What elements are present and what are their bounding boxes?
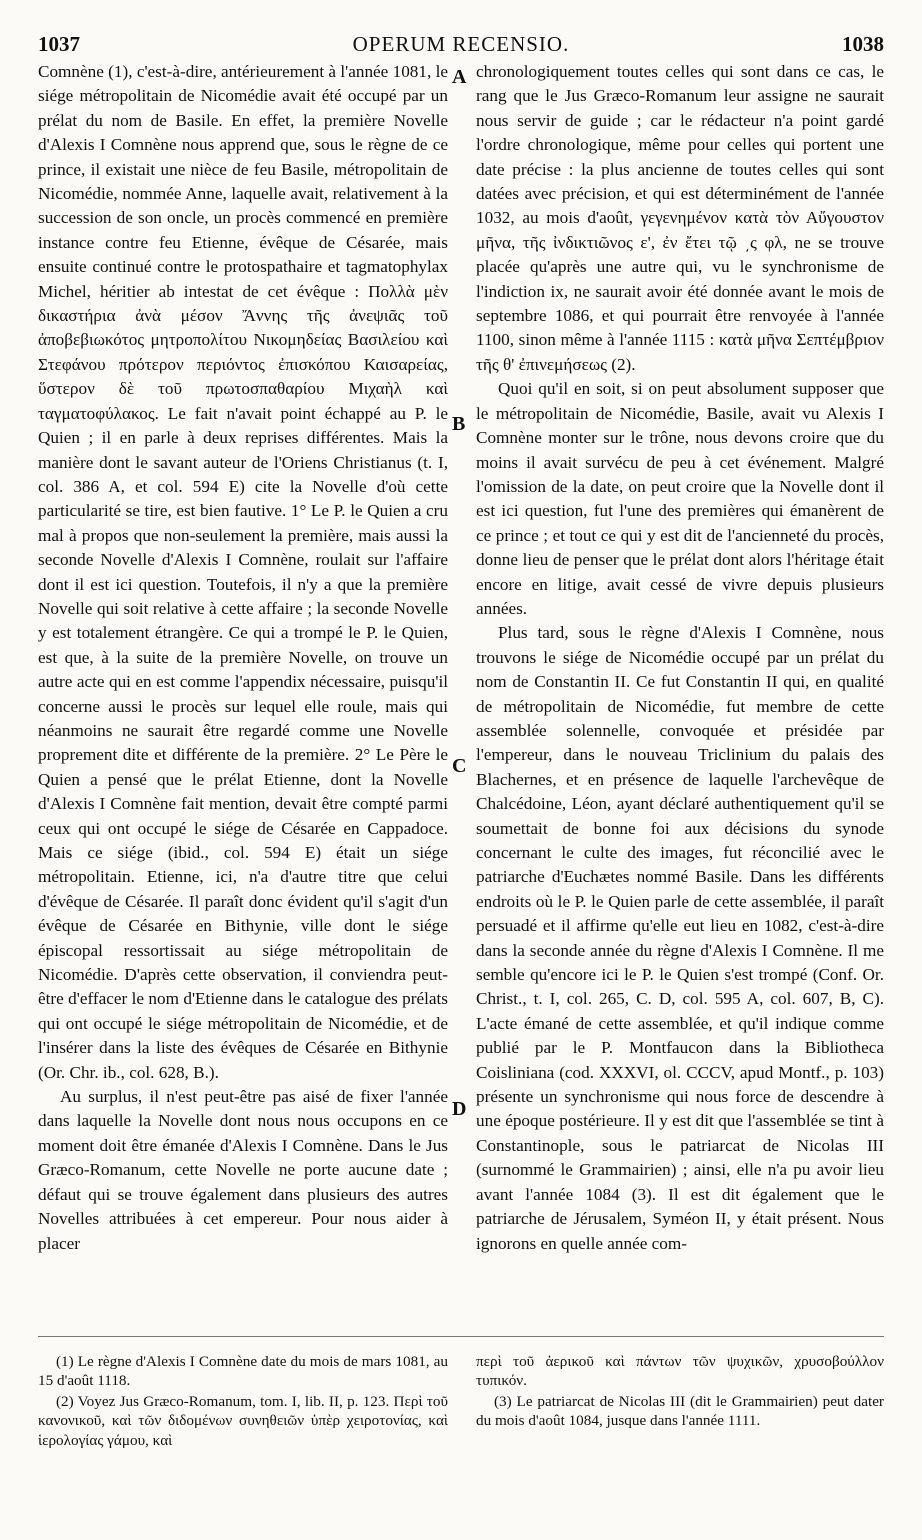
margin-letter-c: C [452, 755, 467, 777]
footnote-rule [38, 1336, 884, 1337]
footnote-2-continued: περὶ τοῦ ἀερικοῦ καὶ πάντων τῶν ψυχικῶν, χρυσοβούλλον τυπικόν. [476, 1353, 884, 1390]
right-paragraph-3: Plus tard, sous le règne d'Alexis I Comnène, nous trouvons le siége de Nicomédie occupé par un prélat du nom de Constantin II. Ce fut Constantin II qui, en qualité de métropolitain de Nicomédie, fut membre de cette assemblée solennelle, convoquée et présidée par l'empereur, dans le nouveau Triclinium du palais des Blachernes, et en présence de laquelle l'archevêque de Chalcédoine, Léon, ayant déclaré authentiquement qu'il se soumettait de bonne foi aux décisions du synode concernant le culte des images, fut réconcilié avec le patriarche d'Euchætes nommé Basile. Dans les différents endroits où le P. le Quien parle de cette assemblée, il paraît persuadé et il affirme qu'elle eut lieu en 1082, c'est-à-dire dans la seconde année du règne d'Alexis I Comnène. Il me semble qu'encore ici le P. le Quien s'est trompé (Conf. Or. Christ., t. I, col. 265, C. D, col. 595 A, col. 607, B, C). L'acte émané de cette assemblée, et qu'il indique comme publié par le P. Montfaucon dans la Bibliotheca Coisliniana (cod. XXXVI, ol. CCCV, apud Montf., p. 103) présente un synchronisme qui nous force de descendre à une époque postérieure. Il y est dit que l'assemblée se tint à Constantinople, sous le patriarcat de Nicolas III (surnommé le Grammairien) ; ainsi, elle n'a pu avoir lieu avant l'année 1084 (3). Il est dit également que le patriarche de Jérusalem, Syméon II, y était présent. Nous ignorons en quelle année com- [476, 623, 884, 1253]
left-paragraph-1: Comnène (1), c'est-à-dire, antérieurement à l'année 1081, le siége métropolitain de Nicomédie avait été occupé par un prélat du nom de Basile. En effet, la première Novelle d'Alexis I Comnène nous apprend que, sous le règne de ce prince, il existait une nièce de feu Basile, métropolitain de Nicomédie, nommée Anne, laquelle avait, relativement à la succession de son oncle, un procès commencé en première instance contre feu Etienne, évêque de Césarée, mais ensuite continué contre le protospathaire et tagmatophylax Michel, héritier ab intestat de cet évêque : Πολλὰ μὲν δικαστήρια ἀνὰ μέσον Ἄννης τῆς ἀνεψιᾶς τοῦ ἀποβεβιωκότος μητροπολίτου Νικομηδείας Βασιλείου καὶ Στεφάνου πρότερον περιόντος ἐπισκόπου Καισαρείας, ὕστερον δὲ τοῦ πρωτοσπαθαρίου Μιχαὴλ καὶ ταγματοφύλακος. Le fait n'avait point échappé au P. le Quien ; il en parle à deux reprises différentes. Mais la manière dont le savant auteur de l'Oriens Christianus (t. I, col. 386 A, et col. 594 E) cite la Novelle d'où cette particularité se tire, est bien fautive. 1° Le P. le Quien a cru mal à propos que non-seulement la première, mais aussi la seconde Novelle d'Alexis I Comnène, roulait sur l'affaire dont il est ici question. Toutefois, il n'y a que la première Novelle qui soit relative à cette affaire ; la seconde Novelle y est totalement étrangère. Ce qui a trompé le P. le Quien, est que, à la suite de la première Novelle, on trouve un autre acte qui en est comme l'appendix nécessaire, puisqu'il concerne aussi le procès sur lequel elle roule, mais qui néanmoins ne saurait être regardé comme une Novelle proprement dite et différente de la première. 2° Le Père le Quien a pensé que le prélat Etienne, dont la Novelle d'Alexis I Comnène fait mention, devait être compté parmi ceux qui ont occupé le siége de Césarée en Cappadoce. Mais ce siége (ibid., col. 594 E) était un siége métropolitain. Etienne, ici, n'a d'autre titre que celui d'évêque de Césarée. Il paraît donc évident qu'il s'agit d'un évêque de Césarée en Bithynie, ville dont le siége épiscopal ressortissait au siége métropolitain de Nicomédie. D'après cette observation, il conviendra peut-être d'effacer le nom d'Etienne dans le catalogue des prélats qui ont occupé le siége métropolitain de Nicomédie, et de l'insérer dans la liste des évêques de Césarée en Bithynie (Or. Chr. ib., col. 628, B.). [38, 62, 448, 1082]
footnote-2: (2) Voyez Jus Græco-Romanum, tom. I, lib. II, p. 123. Περὶ τοῦ κανονικοῦ, καὶ τῶν διδομένων συνηθειῶν ὑπὲρ χειροτονίας, καὶ ἱερολογίας γάμου, καὶ [38, 1392, 448, 1449]
page-number-left: 1037 [38, 32, 80, 56]
left-paragraph-2: Au surplus, il n'est peut-être pas aisé de fixer l'année dans laquelle la Novelle dont nous nous occupons en ce moment doit être émanée d'Alexis I Comnène. Dans le Jus Græco-Romanum, cette Novelle ne porte aucune date ; défaut qui se trouve également dans plusieurs des autres Novelles attribuées à cet empereur. Pour nous aider à placer [38, 1087, 448, 1253]
margin-letter-b: B [452, 413, 466, 435]
right-column [476, 60, 884, 1256]
right-paragraph-2: Quoi qu'il en soit, si on peut absolument supposer que le métropolitain de Nicomédie, Basile, avait vu Alexis I Comnène monter sur le trône, nous devons croire que du moins il avait survécu de peu à cet événement. Malgré l'omission de la date, on peut croire que la Novelle dont il est ici question, fut l'une des premières qui émanèrent de ce prince ; et tout ce qui y est dit de l'ancienneté du procès, donne lieu de penser que le prélat dont alors l'héritage était encore en litige, avait cessé de vivre depuis plusieurs années. [476, 379, 884, 618]
running-header [38, 26, 884, 56]
running-title: OPERUM RECENSIO. [352, 32, 570, 56]
margin-letter-d: D [452, 1098, 467, 1120]
page-number-right: 1038 [842, 32, 884, 56]
footnote-1: (1) Le règne d'Alexis I Comnène date du mois de mars 1081, au 15 d'août 1118. [38, 1353, 448, 1390]
footnotes-right [476, 1352, 884, 1432]
margin-letter-a: A [452, 66, 467, 88]
footnotes-left [38, 1352, 448, 1451]
right-paragraph-1: chronologiquement toutes celles qui sont dans ce cas, le rang que le Jus Græco-Romanum leur assigne ne saurait nous servir de guide ; car le rédacteur n'a point gardé l'ordre chronologique, même pour celles qui portent une date précise : la plus ancienne de toutes celles qui sont datées avec précision, et qui est déterminément de l'année 1032, au mois d'août, γεγενημένον κατὰ τὸν Αὔγουστον μῆνα, τῆς ἰνδικτιῶνος ε', ἐν ἔτει τῷ ͵ς φλ, ne se trouve placée qu'après une autre qui, vu le synchronisme de l'indiction ix, ne saurait avoir été donnée avant le mois de septembre 1086, et qui pourrait être renvoyée à l'année 1100, sinon même à l'année 1115 : κατὰ μῆνα Σεπτέμβριον τῆς θ' ἐπινεμήσεως (2). [476, 62, 884, 374]
footnote-3: (3) Le patriarcat de Nicolas III (dit le Grammairien) peut dater du mois d'août 1084, jusque dans l'année 1111. [476, 1392, 884, 1430]
left-column [38, 60, 448, 1256]
